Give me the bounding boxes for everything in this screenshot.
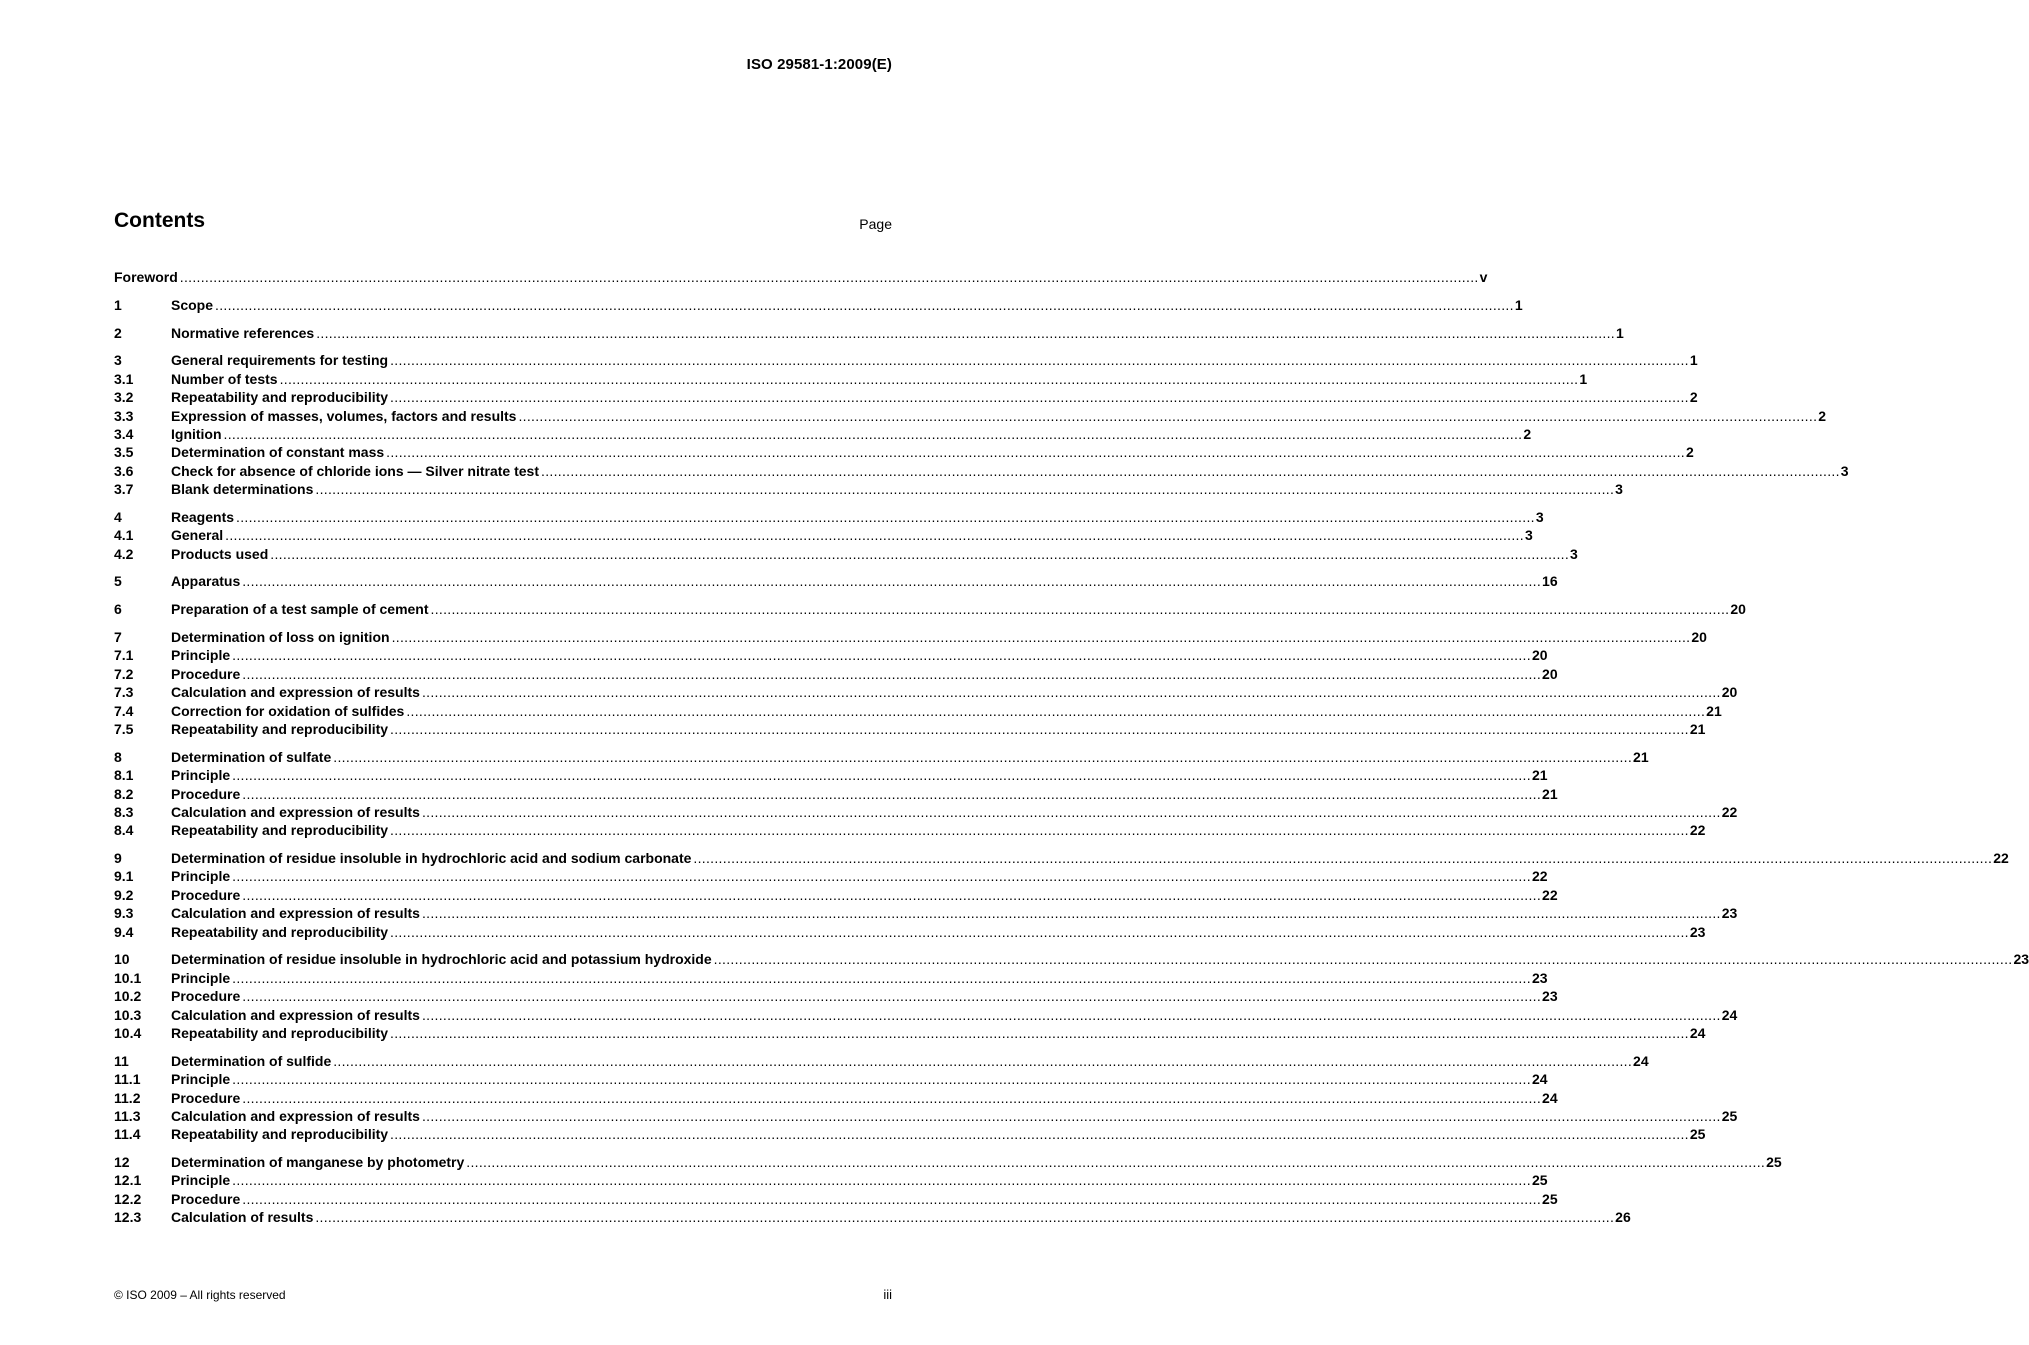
toc-entry-page: 22 bbox=[1542, 886, 1558, 903]
toc-entry-number: 9.1 bbox=[114, 868, 134, 885]
toc-entry-title: Apparatus bbox=[171, 573, 241, 590]
toc-entry[interactable] bbox=[114, 923, 1706, 941]
toc-entry-number: 7.4 bbox=[114, 702, 134, 719]
toc-entry-title: Calculation and expression of results bbox=[171, 905, 420, 922]
toc-entry-title: Procedure bbox=[171, 1089, 241, 1106]
toc-entry-page: 3 bbox=[1840, 462, 1849, 479]
toc-entry-title: Determination of loss on ignition bbox=[171, 628, 390, 645]
toc-entry-title: Principle bbox=[171, 1071, 231, 1088]
toc-entry-number: 1 bbox=[114, 296, 122, 313]
toc-entry-title: Determination of residue insoluble in hydrochloric acid and sodium carbonate bbox=[171, 850, 692, 867]
toc-entry-title: Principle bbox=[171, 647, 231, 664]
toc-entry-leader bbox=[392, 628, 1691, 646]
toc-entry-page: 23 bbox=[2013, 951, 2029, 968]
toc-entry-leader bbox=[232, 969, 1531, 987]
toc-entry-leader bbox=[406, 702, 1705, 720]
toc-entry-title: Calculation and expression of results bbox=[171, 1006, 420, 1023]
toc-entry-leader bbox=[390, 720, 1689, 738]
toc-entry-title: Principle bbox=[171, 868, 231, 885]
toc-entry-page: 20 bbox=[1691, 628, 1707, 645]
page-title: Contents bbox=[114, 209, 205, 232]
toc-entry-number: 3.3 bbox=[114, 407, 134, 424]
toc-entry[interactable] bbox=[114, 867, 1548, 885]
toc-entry-leader bbox=[215, 296, 1514, 314]
toc-entry-number: 5 bbox=[114, 573, 122, 590]
toc-entry-title: Reagents bbox=[171, 508, 235, 525]
toc-entry-title: Number of tests bbox=[171, 370, 278, 387]
toc-entry[interactable] bbox=[114, 351, 1698, 369]
toc-entry-page: 22 bbox=[1993, 850, 2009, 867]
toc-entry-leader bbox=[242, 987, 1541, 1005]
toc-entry-page: 16 bbox=[1542, 573, 1558, 590]
toc-entry-page: 24 bbox=[1721, 1006, 1738, 1023]
toc-entry-leader bbox=[390, 1024, 1689, 1042]
toc-entry-title: Determination of residue insoluble in hydrochloric acid and potassium hydroxide bbox=[171, 951, 712, 968]
toc-entry-page: 23 bbox=[1689, 923, 1706, 940]
toc-entry-leader bbox=[422, 1107, 1721, 1125]
toc-entry[interactable] bbox=[114, 1153, 1782, 1171]
toc-entry-number: 10.4 bbox=[114, 1024, 142, 1041]
toc-entry-number: 12.1 bbox=[114, 1172, 142, 1189]
toc-entry-title: Procedure bbox=[171, 1190, 241, 1207]
toc-entry-number: 10 bbox=[114, 951, 130, 968]
toc-entry-leader bbox=[390, 821, 1689, 839]
toc-entry-page: 3 bbox=[1535, 508, 1544, 525]
toc-entry[interactable] bbox=[114, 1125, 1706, 1143]
toc-entry-leader bbox=[242, 886, 1541, 904]
toc-entry-leader bbox=[242, 1089, 1541, 1107]
toc-entry[interactable] bbox=[114, 388, 1698, 406]
toc-entry-number: 7.3 bbox=[114, 684, 134, 701]
toc-entry-number: 6 bbox=[114, 601, 122, 618]
toc-entry[interactable] bbox=[114, 443, 1694, 461]
toc-entry[interactable] bbox=[114, 950, 2029, 968]
toc-entry-title: Scope bbox=[171, 296, 214, 313]
toc-entry[interactable] bbox=[114, 849, 2009, 867]
toc-entry-leader bbox=[232, 1171, 1531, 1189]
toc-entry-title: Calculation and expression of results bbox=[171, 684, 420, 701]
toc-entry-page: 24 bbox=[1542, 1089, 1558, 1106]
toc-entry-page: 22 bbox=[1531, 868, 1548, 885]
toc-entry-page: 25 bbox=[1766, 1154, 1782, 1171]
toc-entry-leader bbox=[390, 923, 1689, 941]
toc-entry-page: 21 bbox=[1531, 767, 1548, 784]
toc-entry-title: Determination of sulfate bbox=[171, 748, 332, 765]
toc-entry-page: 2 bbox=[1689, 389, 1698, 406]
toc-entry-leader bbox=[315, 1208, 1614, 1226]
toc-entry-page: 20 bbox=[1730, 601, 1746, 618]
toc-entry-leader bbox=[232, 646, 1531, 664]
toc-entry-title: Ignition bbox=[171, 425, 222, 442]
toc-entry-leader bbox=[333, 1052, 1632, 1070]
toc-entry-leader bbox=[422, 683, 1721, 701]
toc-entry-leader bbox=[180, 268, 1479, 286]
toc-entry[interactable] bbox=[114, 766, 1548, 784]
toc-entry[interactable] bbox=[114, 886, 1558, 904]
toc-entry-title: Procedure bbox=[171, 785, 241, 802]
page-column-label: Page bbox=[859, 216, 892, 232]
toc-entry-page: 23 bbox=[1721, 905, 1738, 922]
toc-entry-page: 21 bbox=[1706, 702, 1722, 719]
toc-entry-number: 4 bbox=[114, 508, 122, 525]
toc-entry-title: Products used bbox=[171, 545, 269, 562]
toc-entry-number: 4.2 bbox=[114, 545, 134, 562]
toc-entry-page: 24 bbox=[1689, 1024, 1706, 1041]
toc-entry-title: Normative references bbox=[171, 324, 315, 341]
toc-entry-number: 2 bbox=[114, 324, 122, 341]
toc-entry[interactable] bbox=[114, 683, 1738, 701]
toc-entry-leader bbox=[422, 904, 1721, 922]
toc-entry-number: 11.2 bbox=[114, 1089, 141, 1106]
toc-entry-page: 3 bbox=[1615, 481, 1623, 498]
toc-entry-title: Preparation of a test sample of cement bbox=[171, 601, 429, 618]
toc-entry-title: Repeatability and reproducibility bbox=[171, 923, 389, 940]
toc-entry-leader bbox=[386, 443, 1685, 461]
toc-entry-number: 3.7 bbox=[114, 481, 134, 498]
toc-entry[interactable] bbox=[114, 268, 1488, 286]
toc-entry-title: Determination of sulfide bbox=[171, 1052, 332, 1069]
toc-entry-number: 8 bbox=[114, 748, 122, 765]
toc-entry-number: 10.2 bbox=[114, 988, 142, 1005]
toc-entry-number: 9.4 bbox=[114, 923, 134, 940]
toc-entry-page: 25 bbox=[1531, 1172, 1548, 1189]
toc-entry[interactable] bbox=[114, 1089, 1558, 1107]
toc-entry-title: Determination of constant mass bbox=[171, 444, 385, 461]
toc-entry-number: 12 bbox=[114, 1154, 130, 1171]
toc-entry-leader bbox=[242, 1190, 1541, 1208]
toc-entry-page: 3 bbox=[1570, 545, 1578, 562]
toc-entry-number: 7.2 bbox=[114, 665, 134, 682]
toc-entry[interactable] bbox=[114, 628, 1707, 646]
toc-entry-page: 26 bbox=[1615, 1209, 1631, 1226]
toc-entry-number: 3.1 bbox=[114, 370, 134, 387]
toc-entry-page: 21 bbox=[1633, 748, 1649, 765]
toc-entry-leader bbox=[242, 572, 1541, 590]
toc-entry[interactable] bbox=[114, 646, 1548, 664]
toc-entry-page: 20 bbox=[1542, 665, 1558, 682]
toc-entry-number: 8.2 bbox=[114, 785, 134, 802]
toc-entry-page: 1 bbox=[1689, 352, 1698, 369]
toc-entry[interactable] bbox=[114, 545, 1578, 563]
toc-entry-number: 3.2 bbox=[114, 389, 134, 406]
toc-entry-leader bbox=[280, 370, 1579, 388]
toc-entry-page: 2 bbox=[1685, 444, 1694, 461]
toc-entry-page: 25 bbox=[1689, 1126, 1706, 1143]
toc-entry[interactable] bbox=[114, 407, 1827, 425]
toc-entry-leader bbox=[422, 803, 1721, 821]
toc-entry-leader bbox=[242, 785, 1541, 803]
toc-entry-number: 9 bbox=[114, 850, 122, 867]
toc-entry-title: Procedure bbox=[171, 988, 241, 1005]
toc-entry-number: 12.3 bbox=[114, 1209, 142, 1226]
toc-entry-title: Check for absence of chloride ions — Silver nitrate test bbox=[171, 462, 539, 479]
toc-entry-number: 9.3 bbox=[114, 905, 134, 922]
toc-entry-leader bbox=[232, 766, 1531, 784]
table-of-contents bbox=[114, 268, 2029, 1227]
toc-entry-leader bbox=[466, 1153, 1765, 1171]
toc-entry-title: Blank determinations bbox=[171, 481, 314, 498]
toc-entry[interactable] bbox=[114, 904, 1738, 922]
toc-entry[interactable] bbox=[114, 526, 1533, 544]
toc-entry[interactable] bbox=[114, 508, 1544, 526]
toc-entry-page: 21 bbox=[1689, 720, 1706, 737]
toc-entry-number: 7 bbox=[114, 628, 122, 645]
toc-entry-leader bbox=[270, 545, 1569, 563]
toc-entry-number: 12.2 bbox=[114, 1190, 142, 1207]
toc-entry-title: Calculation and expression of results bbox=[171, 803, 420, 820]
toc-entry-title: Expression of masses, volumes, factors and results bbox=[171, 407, 517, 424]
toc-entry-number: 3.5 bbox=[114, 444, 134, 461]
toc-entry-number: 3 bbox=[114, 352, 122, 369]
toc-entry-number: 11.3 bbox=[114, 1107, 141, 1124]
toc-entry-number: 11.1 bbox=[114, 1071, 141, 1088]
toc-entry-leader bbox=[225, 526, 1524, 544]
toc-entry-number: 8.4 bbox=[114, 822, 134, 839]
toc-entry-page: 25 bbox=[1721, 1107, 1738, 1124]
toc-entry-page: 1 bbox=[1615, 324, 1624, 341]
toc-entry[interactable] bbox=[114, 425, 1532, 443]
toc-entry-title: Principle bbox=[171, 969, 231, 986]
toc-entry-page: 25 bbox=[1542, 1190, 1558, 1207]
toc-entry-leader bbox=[431, 600, 1730, 618]
toc-entry-leader bbox=[390, 1125, 1689, 1143]
toc-entry-number: 3.4 bbox=[114, 425, 134, 442]
toc-entry-number: 7.1 bbox=[114, 647, 134, 664]
toc-entry[interactable] bbox=[114, 1208, 1631, 1226]
toc-entry-page: 21 bbox=[1542, 785, 1558, 802]
toc-entry[interactable] bbox=[114, 702, 1722, 720]
toc-entry-page: 22 bbox=[1689, 822, 1706, 839]
toc-entry-page: 24 bbox=[1531, 1071, 1548, 1088]
toc-entry-title: Foreword bbox=[114, 269, 178, 285]
toc-entry-title: Principle bbox=[171, 767, 231, 784]
toc-entry-number: 3.6 bbox=[114, 462, 134, 479]
toc-entry-title: Repeatability and reproducibility bbox=[171, 720, 389, 737]
toc-entry-leader bbox=[390, 351, 1689, 369]
toc-entry-page: 22 bbox=[1721, 803, 1738, 820]
toc-entry[interactable] bbox=[114, 600, 1746, 618]
toc-entry[interactable] bbox=[114, 665, 1558, 683]
toc-entry-title: Repeatability and reproducibility bbox=[171, 1024, 389, 1041]
toc-entry-number: 9.2 bbox=[114, 886, 134, 903]
toc-entry-title: General bbox=[171, 527, 224, 544]
toc-entry-leader bbox=[315, 480, 1614, 498]
toc-entry-page: 23 bbox=[1542, 988, 1558, 1005]
toc-entry-number: 11.4 bbox=[114, 1126, 141, 1143]
toc-entry[interactable] bbox=[114, 1190, 1558, 1208]
footer-page-number: iii bbox=[883, 1287, 892, 1302]
toc-entry[interactable] bbox=[114, 572, 1558, 590]
toc-entry[interactable] bbox=[114, 370, 1588, 388]
toc-entry-title: Principle bbox=[171, 1172, 231, 1189]
toc-entry[interactable] bbox=[114, 296, 1523, 314]
toc-entry[interactable] bbox=[114, 1006, 1738, 1024]
toc-entry-leader bbox=[422, 1006, 1721, 1024]
toc-entry-number: 4.1 bbox=[114, 527, 134, 544]
toc-entry-title: Repeatability and reproducibility bbox=[171, 822, 389, 839]
toc-entry-number: 8.3 bbox=[114, 803, 134, 820]
toc-entry-number: 8.1 bbox=[114, 767, 134, 784]
toc-entry-leader bbox=[224, 425, 1523, 443]
toc-entry[interactable] bbox=[114, 324, 1624, 342]
footer-copyright: © ISO 2009 – All rights reserved bbox=[114, 1288, 286, 1302]
toc-entry-page: v bbox=[1479, 269, 1488, 285]
toc-entry-number: 7.5 bbox=[114, 720, 134, 737]
toc-entry[interactable] bbox=[114, 748, 1649, 766]
toc-entry-number: 10.3 bbox=[114, 1006, 142, 1023]
toc-entry-leader bbox=[232, 1070, 1531, 1088]
toc-entry-leader bbox=[518, 407, 1817, 425]
toc-entry-page: 20 bbox=[1721, 684, 1738, 701]
toc-entry-page: 24 bbox=[1633, 1052, 1649, 1069]
toc-entry-page: 23 bbox=[1531, 969, 1548, 986]
toc-entry[interactable] bbox=[114, 969, 1548, 987]
toc-entry-leader bbox=[242, 665, 1541, 683]
toc-entry-page: 3 bbox=[1524, 527, 1533, 544]
toc-entry[interactable] bbox=[114, 1070, 1548, 1088]
toc-entry-leader bbox=[232, 867, 1531, 885]
toc-entry[interactable] bbox=[114, 987, 1558, 1005]
toc-entry[interactable] bbox=[114, 1052, 1649, 1070]
toc-entry-leader bbox=[333, 748, 1632, 766]
toc-entry[interactable] bbox=[114, 1024, 1706, 1042]
toc-entry-title: Repeatability and reproducibility bbox=[171, 1126, 389, 1143]
toc-entry-title: Procedure bbox=[171, 665, 241, 682]
toc-entry-leader bbox=[390, 388, 1689, 406]
toc-entry-title: Determination of manganese by photometry bbox=[171, 1154, 465, 1171]
toc-entry[interactable] bbox=[114, 1171, 1548, 1189]
toc-entry-page: 1 bbox=[1514, 296, 1523, 313]
toc-entry-title: Calculation of results bbox=[171, 1209, 314, 1226]
toc-entry[interactable] bbox=[114, 785, 1558, 803]
toc-entry-leader bbox=[714, 950, 2013, 968]
toc-entry[interactable] bbox=[114, 1107, 1738, 1125]
toc-entry-leader bbox=[693, 849, 1992, 867]
toc-entry-page: 2 bbox=[1818, 407, 1827, 424]
toc-entry-leader bbox=[236, 508, 1535, 526]
toc-entry-number: 10.1 bbox=[114, 969, 142, 986]
toc-entry-title: Calculation and expression of results bbox=[171, 1107, 420, 1124]
toc-entry-leader bbox=[541, 462, 1840, 480]
document-id: ISO 29581-1:2009(E) bbox=[746, 56, 892, 73]
toc-entry[interactable] bbox=[114, 821, 1706, 839]
toc-entry-page: 20 bbox=[1531, 647, 1548, 664]
toc-entry-page: 2 bbox=[1523, 425, 1532, 442]
toc-entry-title: Procedure bbox=[171, 886, 241, 903]
toc-entry-title: Correction for oxidation of sulfides bbox=[171, 702, 405, 719]
toc-entry-page: 1 bbox=[1579, 370, 1588, 387]
toc-entry-leader bbox=[316, 324, 1615, 342]
toc-entry[interactable] bbox=[114, 480, 1623, 498]
toc-entry[interactable] bbox=[114, 803, 1738, 821]
toc-entry[interactable] bbox=[114, 720, 1706, 738]
toc-entry[interactable] bbox=[114, 462, 1849, 480]
toc-entry-number: 11 bbox=[114, 1052, 129, 1069]
toc-entry-title: Repeatability and reproducibility bbox=[171, 389, 389, 406]
toc-entry-title: General requirements for testing bbox=[171, 352, 389, 369]
